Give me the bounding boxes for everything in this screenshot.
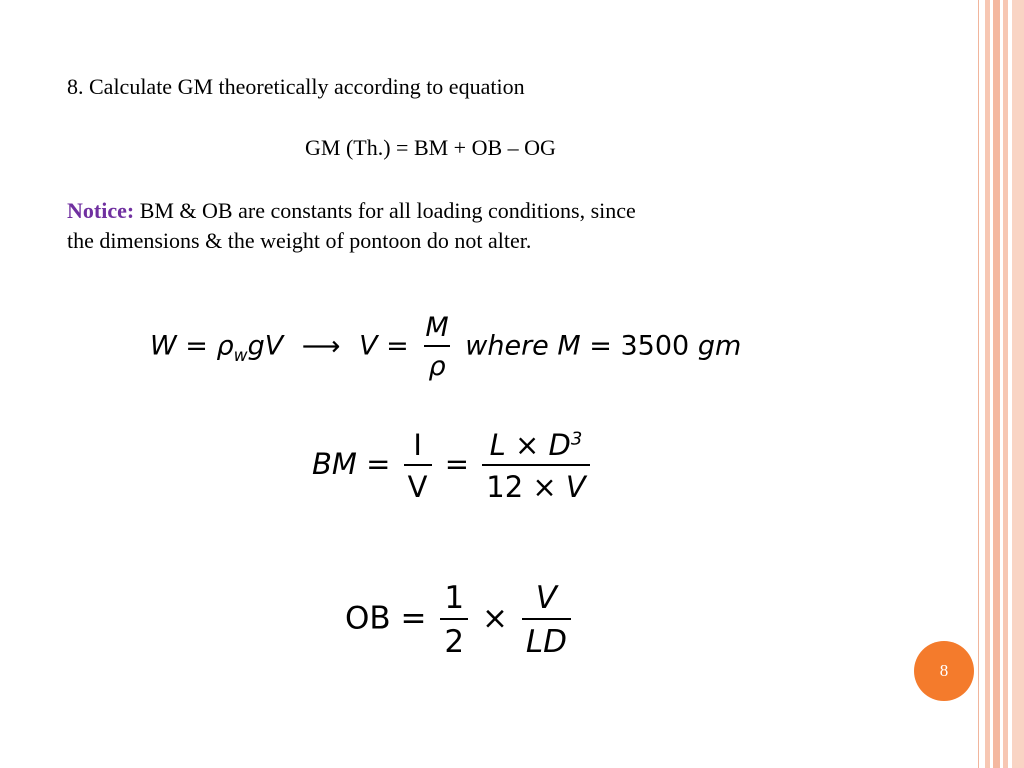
eq-bm-lhs: BM (312, 447, 357, 481)
bm-equation (312, 428, 594, 504)
eq-bm-frac2-den-coef: 12 × (486, 470, 566, 504)
eq-bm-frac2-den-v: V (565, 470, 586, 504)
ob-equation (345, 580, 575, 660)
eq-w-m: M (557, 330, 581, 362)
decorative-stripe (1003, 0, 1008, 768)
eq-w-v: V (359, 330, 378, 362)
eq-bm-frac1-num: I (413, 428, 422, 462)
eq-w-equals: = (185, 330, 208, 362)
eq-w-rho: ρ (216, 330, 234, 362)
eq-bm-frac2-num-base: L × D (489, 428, 571, 462)
notice-text-line-2: the dimensions & the weight of pontoon do not alter. (67, 228, 532, 253)
eq-bm-equals: = (366, 447, 391, 481)
eq-w-frac-den: ρ (424, 345, 449, 382)
eq-ob-fraction-1 (440, 580, 468, 660)
eq-w-frac-num: M (425, 312, 449, 343)
eq-bm-frac2-num (486, 428, 587, 464)
eq-w-where: where (465, 330, 549, 362)
eq-ob-lhs: OB (345, 600, 391, 637)
eq-w-lhs: W (150, 330, 177, 362)
eq-ob-times: × (481, 600, 508, 637)
decorative-stripe (978, 0, 979, 768)
eq-ob-frac2-num: V (535, 580, 557, 616)
eq-ob-frac2-den: LD (522, 618, 571, 660)
eq-w-value: 3500 (620, 330, 690, 362)
weight-volume-equation (150, 312, 741, 382)
decorative-stripe (1012, 0, 1024, 768)
eq-w-rho-sub: w (233, 345, 248, 366)
page-number-badge: 8 (914, 641, 974, 701)
eq-w-unit: gm (697, 330, 742, 362)
eq-bm-fraction-1 (404, 428, 432, 504)
eq-w-equals-3: = (589, 330, 612, 362)
eq-w-gv: gV (247, 330, 284, 362)
notice-paragraph (67, 196, 636, 256)
step-instruction: 8. Calculate GM theoretically according to equation (67, 74, 525, 99)
eq-w-fraction (421, 312, 452, 382)
gm-equation: GM (Th.) = BM + OB – OG (305, 135, 556, 160)
eq-ob-equals: = (400, 600, 427, 637)
eq-bm-frac2-den (482, 464, 589, 504)
notice-label: Notice: (67, 198, 135, 223)
eq-bm-equals-2: = (444, 447, 470, 481)
eq-ob-frac1-num: 1 (444, 580, 465, 616)
eq-w-arrow: ⟶ (301, 330, 341, 362)
eq-bm-fraction-2 (482, 428, 589, 504)
eq-w-equals-2: = (386, 330, 409, 362)
eq-bm-frac1-den: V (404, 464, 432, 504)
decorative-stripe (993, 0, 1000, 768)
notice-text-line-1: BM & OB are constants for all loading conditions, since (134, 198, 636, 223)
eq-ob-frac1-den: 2 (440, 618, 468, 660)
eq-ob-fraction-2 (522, 580, 571, 660)
decorative-stripe (985, 0, 990, 768)
eq-bm-frac2-num-exp: 3 (570, 428, 583, 450)
